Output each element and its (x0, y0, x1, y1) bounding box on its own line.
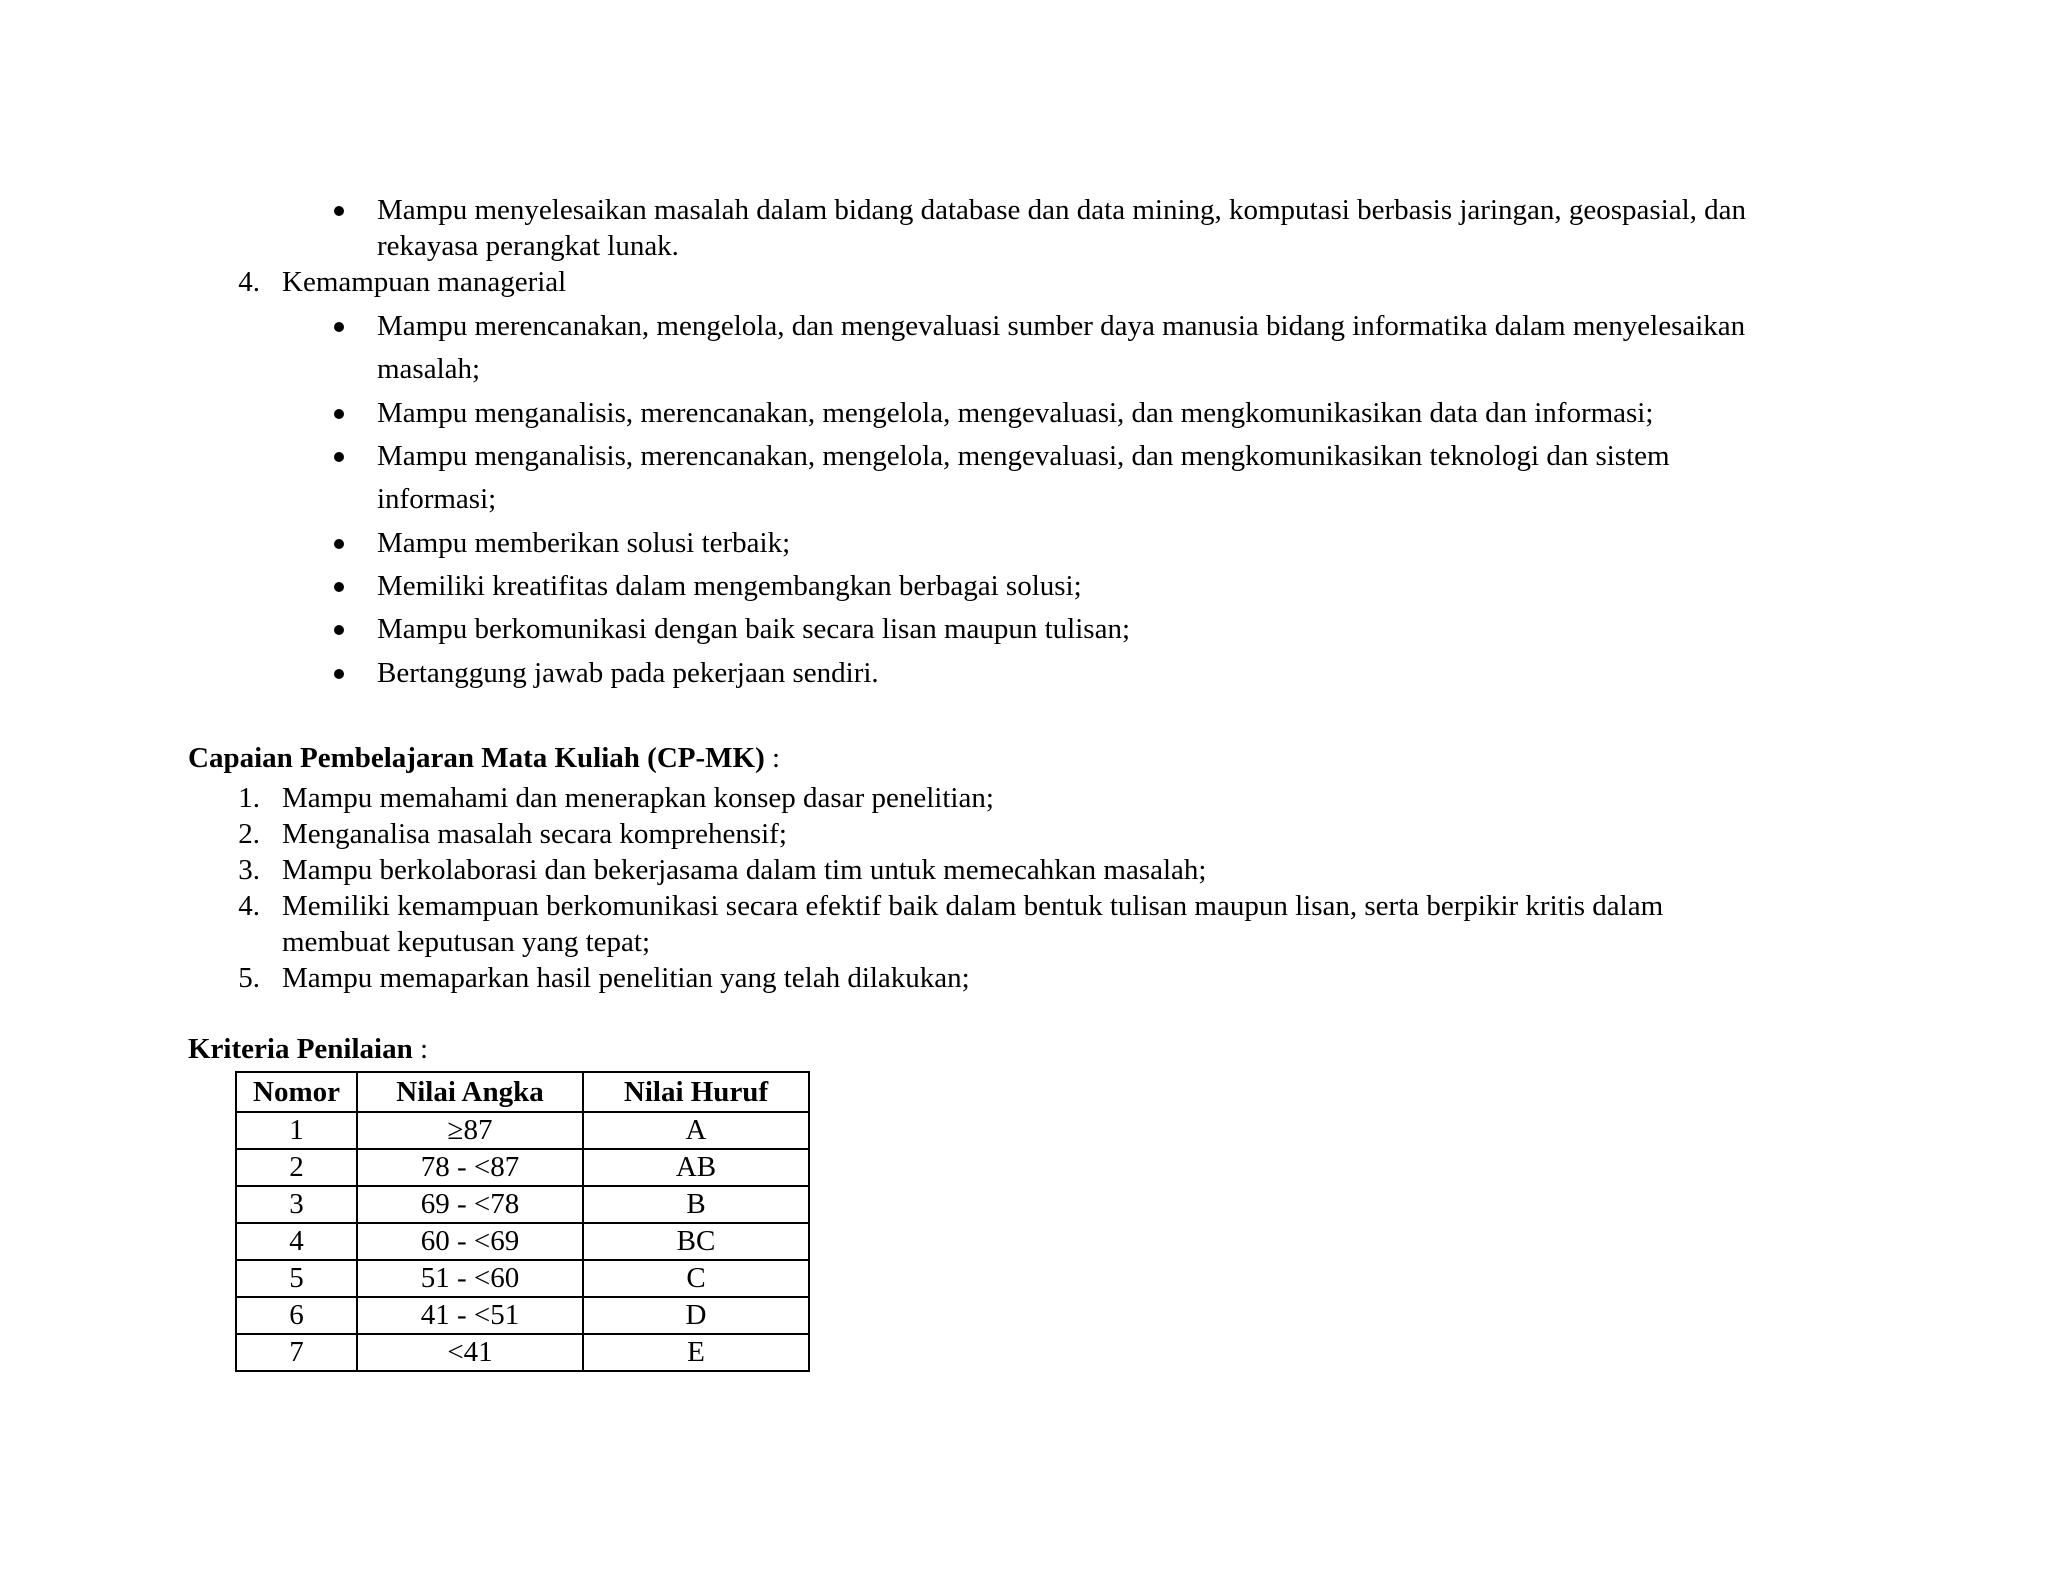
cpmk-item-text-continuation: membuat keputusan yang tepat; (282, 926, 651, 958)
cpmk-heading (188, 740, 780, 776)
table-cell-nilai-angka: 60 - <69 (357, 1223, 583, 1260)
bullet-dot (334, 452, 344, 462)
bullet-text-continuation: masalah; (377, 353, 481, 385)
table-cell-nilai-huruf: AB (583, 1149, 809, 1186)
table-cell-nomor: 2 (236, 1149, 357, 1186)
grading-table (235, 1071, 810, 1372)
cpmk-item-text: Mampu berkolaborasi dan bekerjasama dalam tim untuk memecahkan masalah; (282, 854, 1207, 886)
table-row (236, 1223, 809, 1260)
column-header-nilai-huruf: Nilai Huruf (583, 1072, 809, 1112)
list-item-label: Kemampuan managerial (282, 266, 567, 298)
table-cell-nilai-angka: <41 (357, 1334, 583, 1371)
cpmk-item-text: Memiliki kemampuan berkomunikasi secara efektif baik dalam bentuk tulisan maupun lisan, serta berpikir kritis dalam (282, 890, 1664, 922)
kriteria-heading (188, 1031, 428, 1067)
bullet-dot (334, 206, 344, 216)
column-header-nomor: Nomor (236, 1072, 357, 1112)
table-row (236, 1260, 809, 1297)
bullet-dot (334, 582, 344, 592)
table-cell-nilai-angka: 51 - <60 (357, 1260, 583, 1297)
table-cell-nilai-huruf: A (583, 1112, 809, 1149)
table-cell-nilai-angka: 69 - <78 (357, 1186, 583, 1223)
table-cell-nomor: 3 (236, 1186, 357, 1223)
table-cell-nilai-angka: ≥87 (357, 1112, 583, 1149)
cpmk-item-text: Mampu memaparkan hasil penelitian yang telah dilakukan; (282, 962, 970, 994)
kriteria-heading-title: Kriteria Penilaian (188, 1033, 413, 1065)
table-cell-nilai-huruf: E (583, 1334, 809, 1371)
table-row (236, 1112, 809, 1149)
bullet-text: Mampu menganalisis, merencanakan, mengelola, mengevaluasi, dan mengkomunikasikan data dan informasi; (377, 397, 1654, 429)
cpmk-item-text: Menganalisa masalah secara komprehensif; (282, 818, 787, 850)
bullet-dot (334, 322, 344, 332)
table-cell-nomor: 5 (236, 1260, 357, 1297)
list-number: 5. (238, 962, 260, 994)
bullet-dot (334, 409, 344, 419)
table-cell-nomor: 1 (236, 1112, 357, 1149)
table-cell-nomor: 4 (236, 1223, 357, 1260)
table-cell-nilai-huruf: BC (583, 1223, 809, 1260)
table-row (236, 1297, 809, 1334)
bullet-text-continuation: rekayasa perangkat lunak. (377, 230, 679, 262)
bullet-text: Mampu menganalisis, merencanakan, mengelola, mengevaluasi, dan mengkomunikasikan teknologi dan sistem (377, 440, 1670, 472)
table-row (236, 1149, 809, 1186)
column-header-nilai-angka: Nilai Angka (357, 1072, 583, 1112)
table-row (236, 1186, 809, 1223)
cpmk-item-text: Mampu memahami dan menerapkan konsep dasar penelitian; (282, 782, 994, 814)
table-cell-nomor: 7 (236, 1334, 357, 1371)
list-number: 2. (238, 818, 260, 850)
list-number: 1. (238, 782, 260, 814)
bullet-text: Mampu berkomunikasi dengan baik secara lisan maupun tulisan; (377, 613, 1131, 645)
bullet-text-continuation: informasi; (377, 483, 497, 515)
bullet-text: Mampu merencanakan, mengelola, dan mengevaluasi sumber daya manusia bidang informatika dalam menyelesaikan (377, 310, 1746, 342)
table-header-row (236, 1072, 809, 1112)
bullet-text: Mampu memberikan solusi terbaik; (377, 527, 791, 559)
list-number: 4. (238, 890, 260, 922)
list-number: 4. (238, 266, 260, 298)
table-cell-nilai-huruf: D (583, 1297, 809, 1334)
bullet-dot (334, 625, 344, 635)
table-row (236, 1334, 809, 1371)
cpmk-heading-title: Capaian Pembelajaran Mata Kuliah (CP-MK) (188, 742, 765, 774)
table-cell-nilai-angka: 41 - <51 (357, 1297, 583, 1334)
bullet-dot (334, 669, 344, 679)
list-number: 3. (238, 854, 260, 886)
bullet-text: Mampu menyelesaikan masalah dalam bidang database dan data mining, komputasi berbasis jaringan, geospasial, dan (377, 194, 1747, 226)
bullet-text: Bertanggung jawab pada pekerjaan sendiri. (377, 657, 879, 689)
bullet-text: Memiliki kreatifitas dalam mengembangkan berbagai solusi; (377, 570, 1082, 602)
table-cell-nilai-angka: 78 - <87 (357, 1149, 583, 1186)
bullet-dot (334, 539, 344, 549)
kriteria-heading-colon: : (412, 1033, 429, 1065)
table-cell-nilai-huruf: C (583, 1260, 809, 1297)
table-cell-nilai-huruf: B (583, 1186, 809, 1223)
cpmk-heading-colon: : (764, 742, 781, 774)
table-cell-nomor: 6 (236, 1297, 357, 1334)
